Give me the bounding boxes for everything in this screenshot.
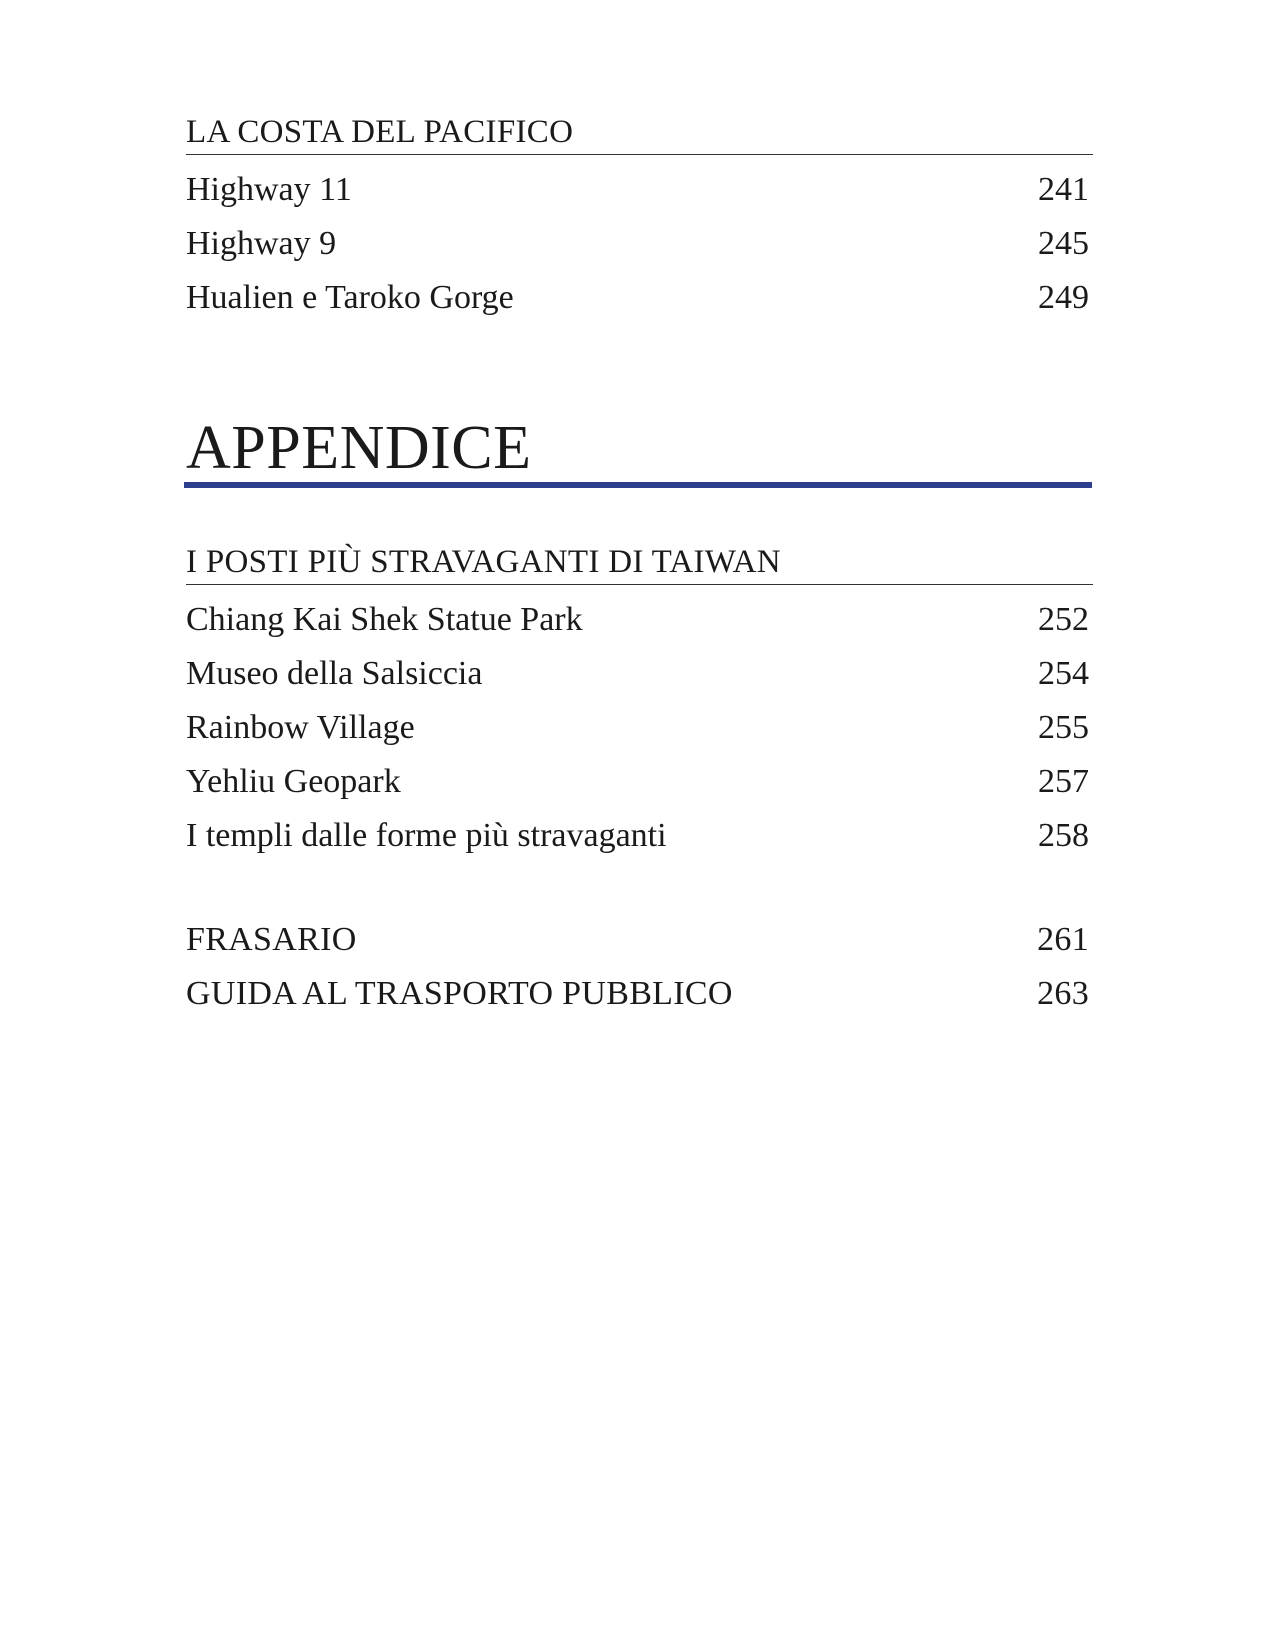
chapter-rule [184, 482, 1092, 488]
toc-entry-title: I templi dalle forme più stravaganti [186, 817, 667, 854]
toc-entry[interactable] [186, 809, 1093, 863]
toc-entry-trasporto[interactable] [186, 967, 1093, 1021]
toc-entry-title: Highway 11 [186, 171, 352, 208]
toc-entry[interactable] [186, 271, 1093, 325]
toc-entry-page: 257 [1038, 763, 1089, 800]
toc-entry-page: 249 [1038, 279, 1089, 316]
toc-entry[interactable] [186, 701, 1093, 755]
toc-entry[interactable] [186, 593, 1093, 647]
toc-entry-title: Museo della Salsiccia [186, 655, 483, 692]
toc-entry-title: Hualien e Taroko Gorge [186, 279, 514, 316]
chapter-heading-block [186, 413, 1093, 483]
section-heading: LA COSTA DEL PACIFICO [186, 112, 1093, 155]
toc-entry-title: Yehliu Geopark [186, 763, 401, 800]
toc-entry[interactable] [186, 647, 1093, 701]
toc-entry-page: 254 [1038, 655, 1089, 692]
toc-entry-page: 261 [1037, 921, 1089, 958]
toc-entry-page: 258 [1038, 817, 1089, 854]
chapter-title: APPENDICE [186, 414, 532, 482]
toc-entry-page: 252 [1038, 601, 1089, 638]
toc-entry-title: Chiang Kai Shek Statue Park [186, 601, 583, 638]
toc-entry-page: 245 [1038, 225, 1089, 262]
toc-entry[interactable] [186, 755, 1093, 809]
toc-entry-title: Highway 9 [186, 225, 337, 262]
toc-entry-frasario[interactable] [186, 913, 1093, 967]
toc-entry-title: Rainbow Village [186, 709, 415, 746]
toc-entry-page: 241 [1038, 171, 1089, 208]
toc-entry-page: 255 [1038, 709, 1089, 746]
section-posti [186, 542, 1093, 863]
toc-entry[interactable] [186, 163, 1093, 217]
toc-entry[interactable] [186, 217, 1093, 271]
section-pacifico [186, 112, 1093, 325]
toc-entry-page: 263 [1037, 975, 1089, 1012]
toc-entry-title: FRASARIO [186, 921, 357, 958]
toc-entry-title: GUIDA AL TRASPORTO PUBBLICO [186, 975, 733, 1012]
top-level-entries [186, 913, 1093, 1021]
section-heading: I POSTI PIÙ STRAVAGANTI DI TAIWAN [186, 542, 1093, 585]
